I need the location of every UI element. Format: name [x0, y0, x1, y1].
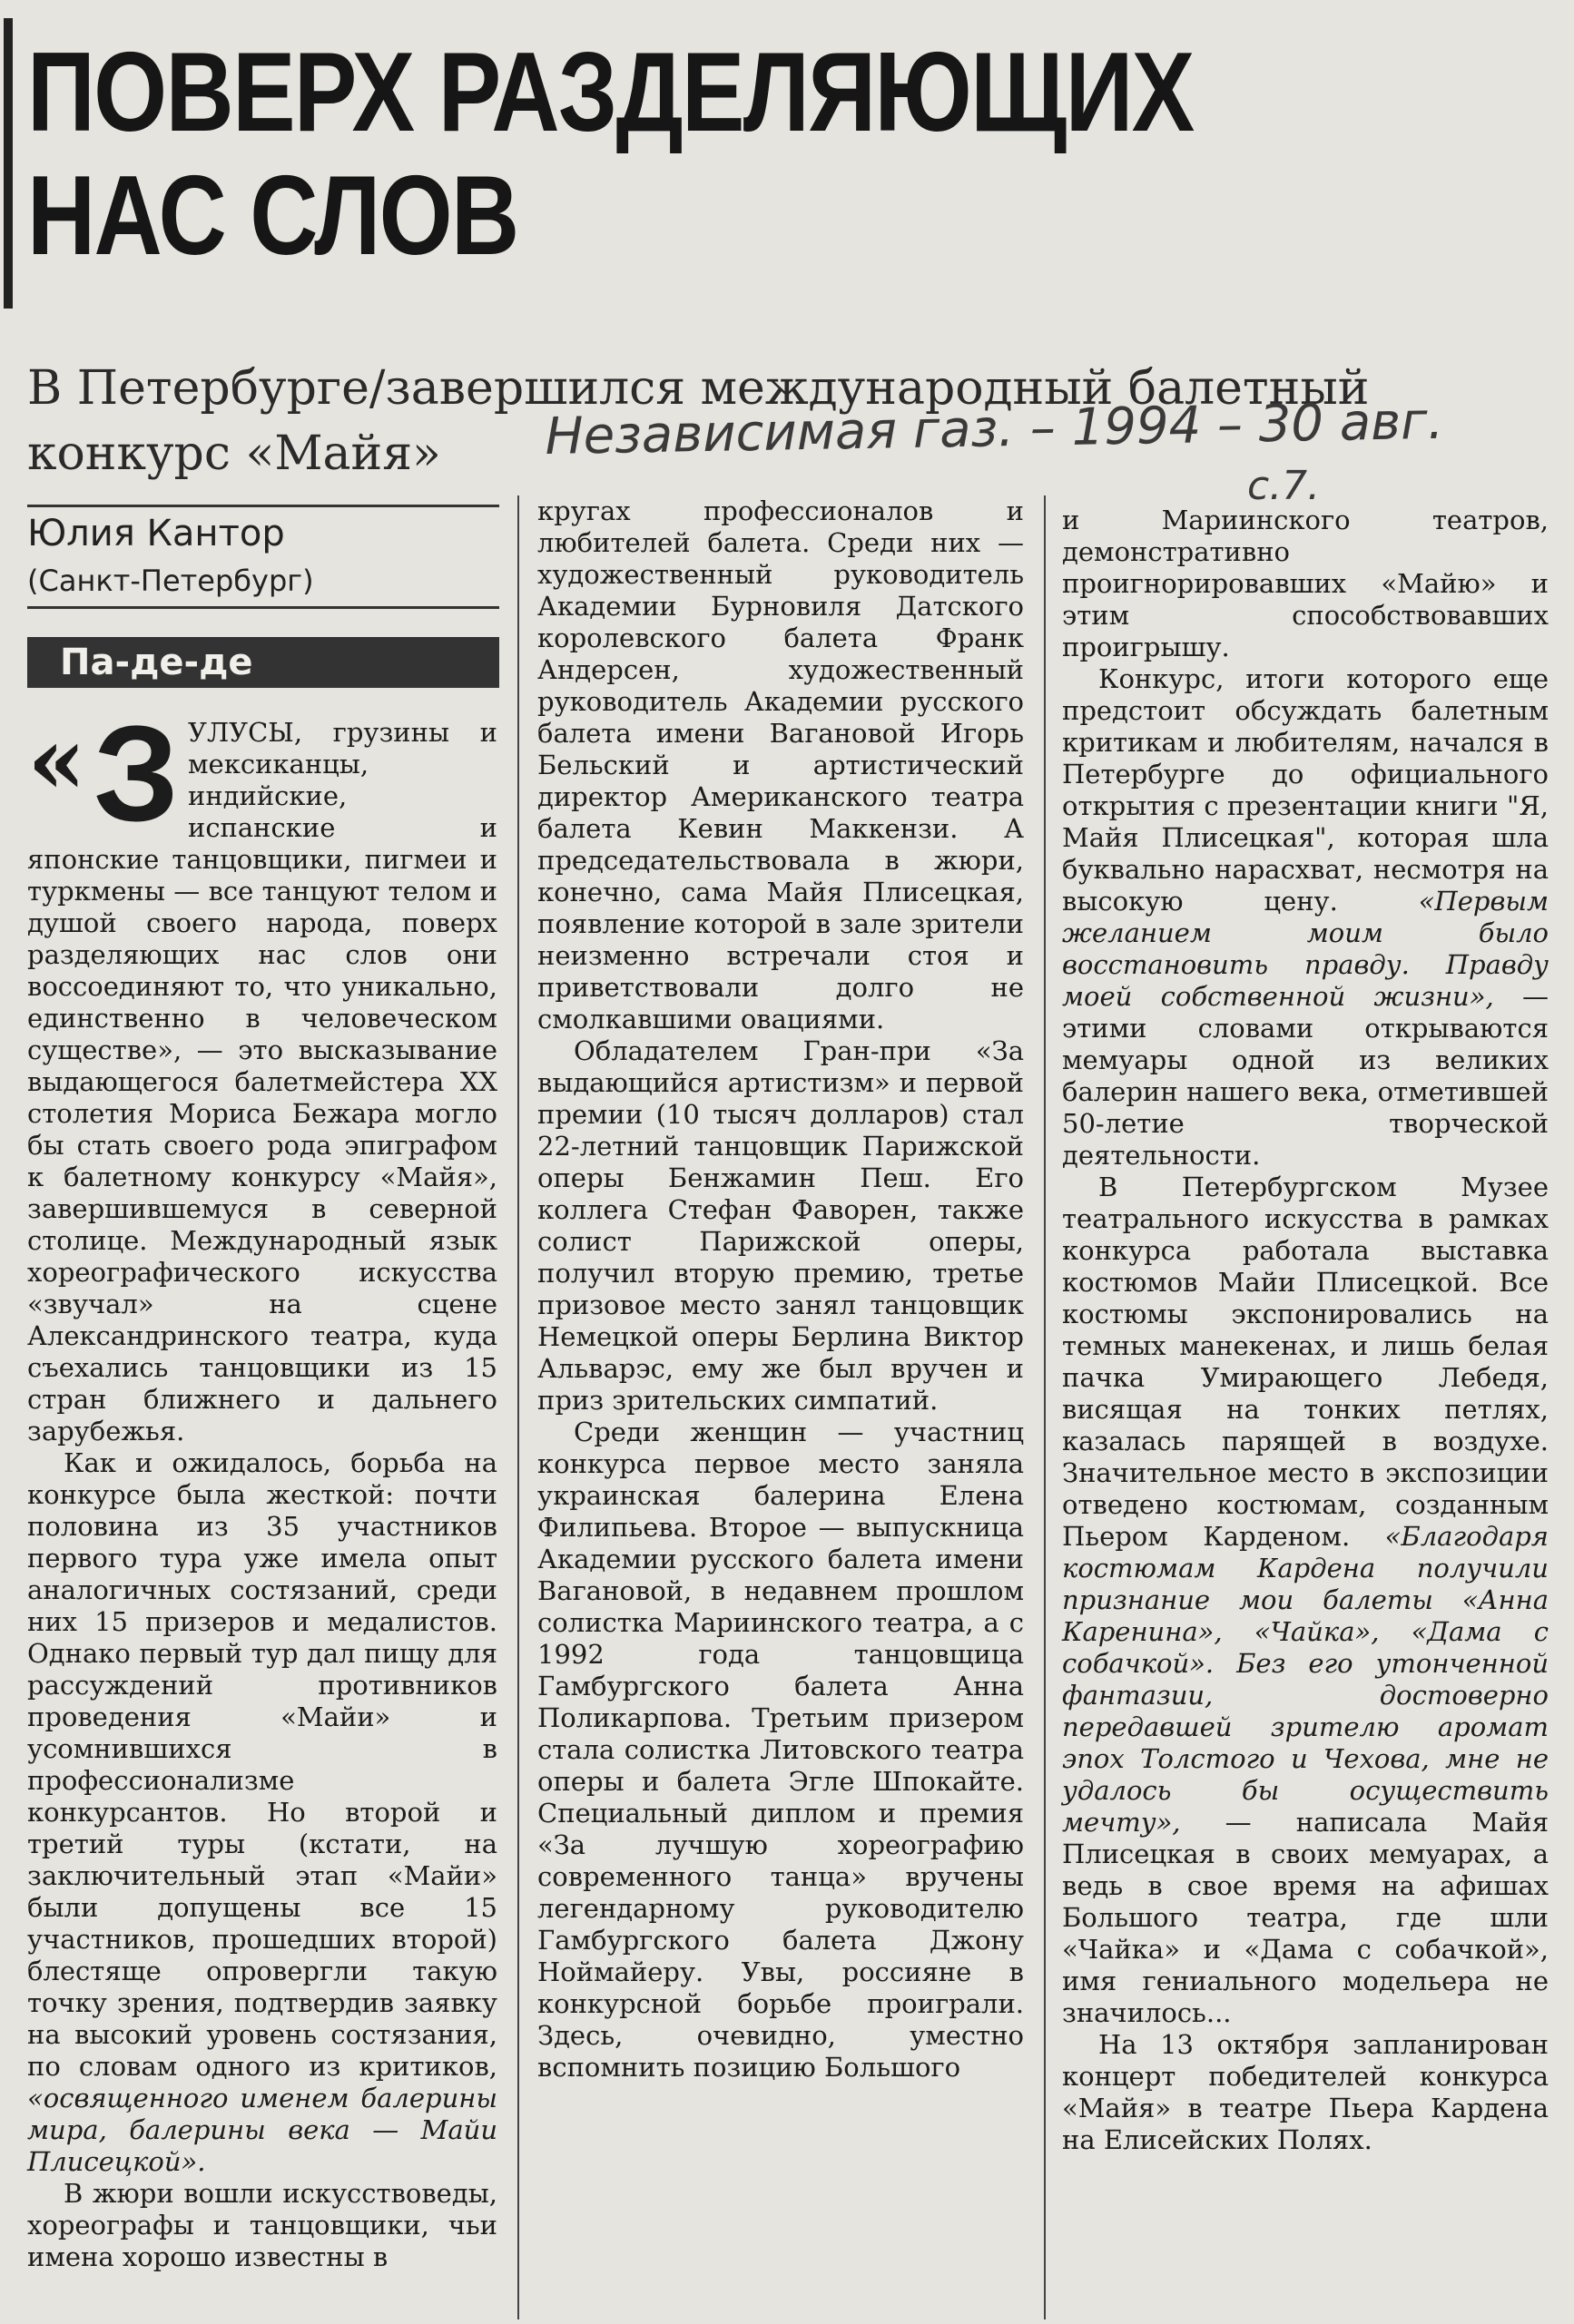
- paragraph: [27, 697, 497, 1447]
- article-column-1: [27, 697, 497, 2314]
- author-city: (Санкт-Петербург): [27, 564, 314, 598]
- paragraph-text: УЛУСЫ, грузины и мексиканцы, индийские, испанские и японские танцовщики, пигмеи и туркмены — все танцуют телом и душой своего народа, поверх разделяющих нас слов они воссоединяют то, что уникально, единственно в человеческом существе», — это высказывание выдающегося балетмейстера XX столетия Мориса Бежара могло бы стать своего рода эпиграфом к балетному конкурсу «Майя», завершившемуся в северной столице. Международный язык хореографического искусства «звучал» на сцене Александринского театра, куда съехались танцовщики из 15 стран ближнего и дальнего зарубежья.: [27, 717, 497, 1446]
- column-divider: [1044, 495, 1046, 2319]
- paragraph: [27, 1447, 497, 2178]
- opening-quote-mark: «: [27, 704, 86, 816]
- handwritten-page-note: с.7.: [1247, 463, 1321, 509]
- paragraph: и Мариинского театров, демонстративно проигнорировавших «Майю» и этим способствовавших проигрышу.: [1062, 505, 1549, 662]
- paragraph: кругах профессионалов и любителей балета. Среди них — художественный руководитель Академии Бурновиля Датского королевского балета Франк Андерсен, художественный руководитель Академии русского балета имени Вагановой Игорь Бельский и артистический директор Американского театра балета Кевин Маккензи. А председательствовала в жюри, конечно, сама Майя Плисецкая, появление которой в зале зрители неизменно встречали стоя и приветствовали долго не смолкавшими овациями.: [537, 495, 1024, 1035]
- paragraph-text: Конкурс, итоги которого еще предстоит обсуждать балетным критикам и любителям, начался в Петербурге до официального открытия с презентации книги "Я, Майя Плисецкая", которая шла буквально нарасхват, несмотря на высокую цену.: [1062, 663, 1549, 917]
- italic-quote: «освященного именем балерины мира, балерины века — Майи Плисецкой».: [27, 2083, 497, 2177]
- paragraph: На 13 октября запланирован концерт победителей конкурса «Майя» в театре Пьера Кардена на Елисейских Полях.: [1062, 2029, 1549, 2155]
- paragraph-text: — этими словами открываются мемуары одной из великих балерин нашего века, отметившей 50-летие творческой деятельности.: [1062, 981, 1549, 1171]
- column-divider: [517, 495, 519, 2319]
- subheadline-line-1: В Петербурге/завершился международный балетный: [27, 361, 1370, 416]
- paragraph-text: Как и ожидалось, борьба на конкурсе была жесткой: почти половина из 35 участников первого тура уже имела опыт аналогичных состязаний, среди них 15 призеров и медалистов. Однако первый тур дал пищу для рассуждений противников проведения «Майи» и усомнившихся в профессионализме конкурсантов. Но второй и третий туры (кстати, на заключительный этап «Майи» были допущены все 15 участников, прошедших второй) блестяще опровергли такую точку зрения, подтвердив заявку на высокий уровень состязания, по словам одного из критиков,: [27, 1447, 497, 2082]
- subheadline-line-2: конкурс «Майя»: [27, 427, 441, 481]
- italic-quote: «Первым желанием моим было восстановить правду. Правду моей собственной жизни»,: [1062, 886, 1549, 1012]
- byline-bottom-rule: [27, 606, 499, 609]
- handwritten-source-note: Независимая газ. – 1994 – 30 авг.: [544, 391, 1444, 466]
- headline-line-1: ПОВЕРХ РАЗДЕЛЯЮЩИХ: [27, 30, 1194, 155]
- paragraph-text: В Петербургском Музее театрального искусства в рамках конкурса работала выставка костюмов Майи Плисецкой. Все костюмы экспонировались на темных манекенах, и лишь белая пачка Умирающего Лебедя, висящая на тонких петлях, казалась парящей в воздухе. Значительное место в экспозиции отведено костюмам, созданным Пьером Карденом.: [1062, 1172, 1549, 1552]
- italic-quote: «Благодаря костюмам Кардена получили признание мои балеты «Анна Каренина», «Чайка», «Дама с собачкой». Без его утонченной фантазии, достоверно передавшей зрителю аромат эпох Толстого и Чехова, мне не удалось бы осуществить мечту»,: [1062, 1521, 1549, 1838]
- headline-line-2: НАС СЛОВ: [27, 153, 518, 279]
- paragraph: В жюри вошли искусствоведы, хореографы и танцовщики, чьи имена хорошо известны в: [27, 2178, 497, 2272]
- rubric-label: Па-де-де: [27, 637, 499, 688]
- byline: [27, 506, 499, 601]
- paragraph: Обладателем Гран-при «За выдающийся артистизм» и первой премии (10 тысяч долларов) стал 22-летний танцовщик Парижской оперы Бенжамин Пеш. Его коллега Стефан Фаворен, также солист Парижской оперы, получил вторую премию, третье призовое место занял танцовщик Немецкой оперы Берлина Виктор Альварэс, ему же был вручен и приз зрительских симпатий.: [537, 1035, 1024, 1416]
- drop-cap: З: [93, 697, 179, 849]
- paragraph: Среди женщин — участниц конкурса первое место заняла украинская балерина Елена Филипьева. Второе — выпускница Академии русского балета имени Вагановой, в недавнем прошлом солистка Мариинского театра, а с 1992 года танцовщица Гамбургского балета Анна Поликарпова. Третьим призером стала солистка Литовского театра оперы и балета Эгле Шпокайте. Специальный диплом и премия «За лучшую хореографию современного танца» вручены легендарному руководителю Гамбургского балета Джону Ноймайеру. Увы, россияне в конкурсной борьбе проиграли. Здесь, очевидно, уместно вспомнить позицию Большого: [537, 1417, 1024, 2083]
- paragraph: [1062, 663, 1549, 1172]
- author-name: Юлия Кантор: [27, 513, 285, 554]
- paragraph-text: — написала Майя Плисецкая в своих мемуарах, а ведь в свое время на афишах Большого театра, где шли «Чайка» и «Дама с собачкой», имя гениального модельера не значилось...: [1062, 1807, 1549, 2028]
- paragraph: [1062, 1172, 1549, 2029]
- article-column-3: [1062, 505, 1549, 2319]
- article-column-2: [537, 495, 1024, 2319]
- left-margin-rule: [4, 18, 13, 309]
- headline: [27, 31, 1316, 278]
